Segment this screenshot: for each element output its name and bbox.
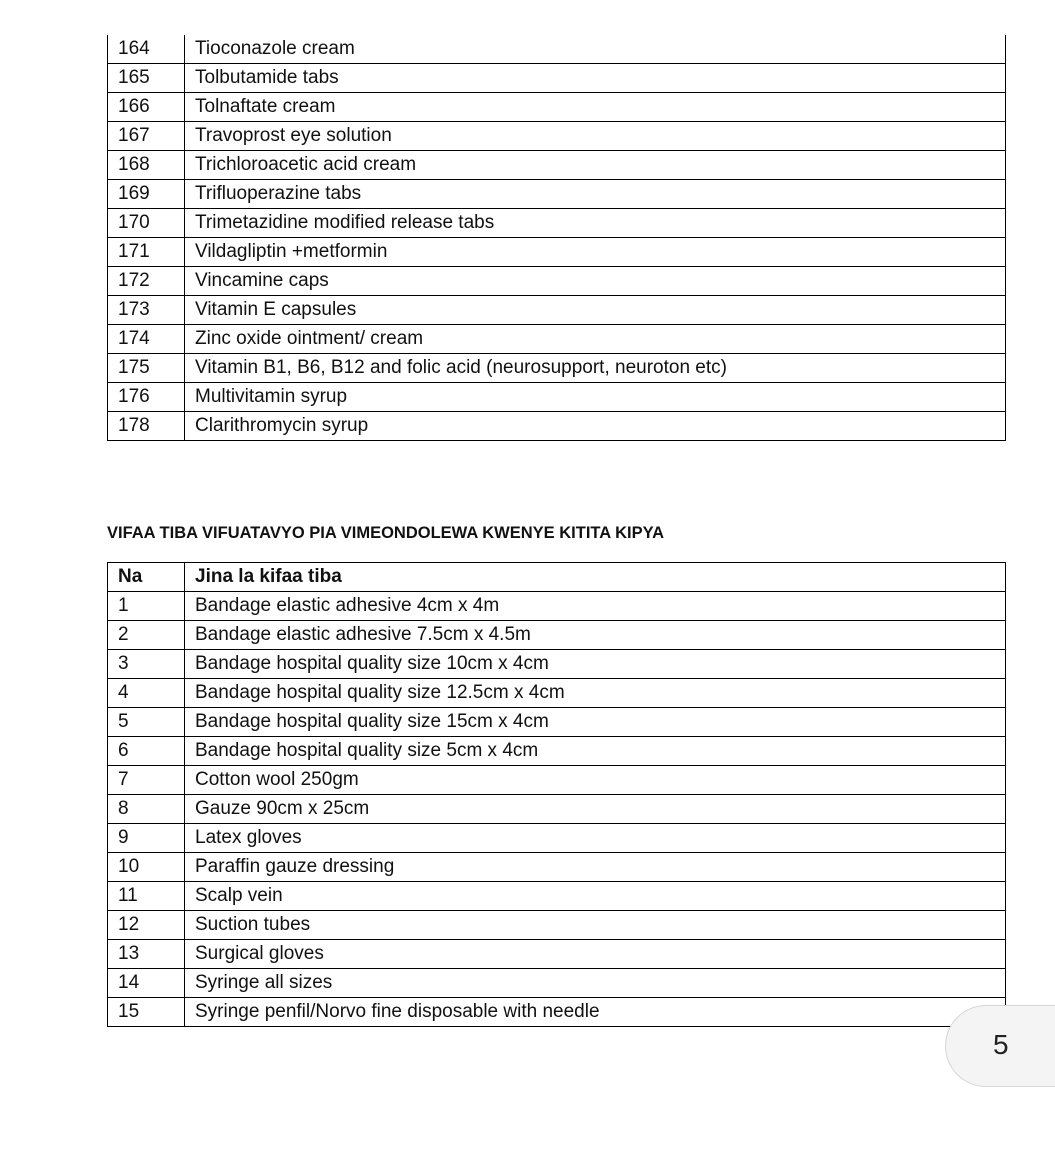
table-row	[108, 180, 1006, 209]
table-row	[108, 592, 1006, 621]
item-name: Tolbutamide tabs	[185, 64, 1006, 93]
table-header	[108, 563, 1006, 592]
item-name: Trichloroacetic acid cream	[185, 151, 1006, 180]
table-row	[108, 737, 1006, 766]
item-name: Paraffin gauze dressing	[185, 853, 1006, 882]
row-number: 176	[108, 383, 185, 412]
row-number: 168	[108, 151, 185, 180]
page-number-badge	[945, 1005, 1055, 1087]
table-row	[108, 354, 1006, 383]
table-row	[108, 708, 1006, 737]
header-row	[108, 563, 1006, 592]
section-heading: VIFAA TIBA VIFUATAVYO PIA VIMEONDOLEWA KWENYE KITITA KIPYA	[107, 524, 665, 542]
row-number: 1	[108, 592, 185, 621]
table-row	[108, 238, 1006, 267]
table-row	[108, 267, 1006, 296]
item-name: Suction tubes	[185, 911, 1006, 940]
row-number: 5	[108, 708, 185, 737]
item-name: Tolnaftate cream	[185, 93, 1006, 122]
table-row	[108, 824, 1006, 853]
table-row	[108, 325, 1006, 354]
row-number: 174	[108, 325, 185, 354]
table-row	[108, 93, 1006, 122]
item-name: Trifluoperazine tabs	[185, 180, 1006, 209]
row-number: 3	[108, 650, 185, 679]
item-name: Vitamin B1, B6, B12 and folic acid (neurosupport, neuroton etc)	[185, 354, 1006, 383]
row-number: 9	[108, 824, 185, 853]
table-row	[108, 209, 1006, 238]
row-number: 6	[108, 737, 185, 766]
page-number: 5	[993, 1029, 1009, 1060]
row-number: 4	[108, 679, 185, 708]
item-name: Syringe penfil/Norvo fine disposable with needle	[185, 998, 1006, 1027]
item-name: Cotton wool 250gm	[185, 766, 1006, 795]
item-name: Vildagliptin +metformin	[185, 238, 1006, 267]
item-name: Vincamine caps	[185, 267, 1006, 296]
item-name: Bandage hospital quality size 15cm x 4cm	[185, 708, 1006, 737]
row-number: 12	[108, 911, 185, 940]
item-name: Bandage hospital quality size 12.5cm x 4cm	[185, 679, 1006, 708]
item-name: Bandage elastic adhesive 4cm x 4m	[185, 592, 1006, 621]
item-name: Multivitamin syrup	[185, 383, 1006, 412]
medical-supplies-table	[107, 562, 1006, 1027]
table-row	[108, 621, 1006, 650]
row-number: 178	[108, 412, 185, 441]
row-number: 175	[108, 354, 185, 383]
row-number: 2	[108, 621, 185, 650]
table-row	[108, 64, 1006, 93]
table-row	[108, 650, 1006, 679]
item-name: Clarithromycin syrup	[185, 412, 1006, 441]
table-row	[108, 795, 1006, 824]
item-name: Bandage hospital quality size 10cm x 4cm	[185, 650, 1006, 679]
table-row	[108, 882, 1006, 911]
table-row	[108, 940, 1006, 969]
drugs-table	[107, 35, 1006, 441]
table-row	[108, 911, 1006, 940]
table-row	[108, 969, 1006, 998]
item-name: Gauze 90cm x 25cm	[185, 795, 1006, 824]
table-row	[108, 412, 1006, 441]
column-header-name: Jina la kifaa tiba	[185, 563, 1006, 592]
row-number: 13	[108, 940, 185, 969]
row-number: 11	[108, 882, 185, 911]
item-name: Vitamin E capsules	[185, 296, 1006, 325]
row-number: 173	[108, 296, 185, 325]
item-name: Bandage elastic adhesive 7.5cm x 4.5m	[185, 621, 1006, 650]
row-number: 171	[108, 238, 185, 267]
row-number: 7	[108, 766, 185, 795]
row-number: 166	[108, 93, 185, 122]
row-number: 167	[108, 122, 185, 151]
row-number: 10	[108, 853, 185, 882]
table-row	[108, 296, 1006, 325]
item-name: Tioconazole cream	[185, 35, 1006, 64]
column-header-number: Na	[108, 563, 185, 592]
item-name: Surgical gloves	[185, 940, 1006, 969]
table-row	[108, 151, 1006, 180]
table-row	[108, 679, 1006, 708]
row-number: 172	[108, 267, 185, 296]
table-row	[108, 383, 1006, 412]
item-name: Bandage hospital quality size 5cm x 4cm	[185, 737, 1006, 766]
table-row	[108, 35, 1006, 64]
item-name: Syringe all sizes	[185, 969, 1006, 998]
item-name: Scalp vein	[185, 882, 1006, 911]
table-row	[108, 122, 1006, 151]
item-name: Latex gloves	[185, 824, 1006, 853]
row-number: 164	[108, 35, 185, 64]
drugs-table-body	[108, 35, 1006, 441]
table-row	[108, 853, 1006, 882]
item-name: Travoprost eye solution	[185, 122, 1006, 151]
row-number: 170	[108, 209, 185, 238]
supplies-table-body	[108, 592, 1006, 1027]
item-name: Trimetazidine modified release tabs	[185, 209, 1006, 238]
table-row	[108, 766, 1006, 795]
row-number: 165	[108, 64, 185, 93]
table-row	[108, 998, 1006, 1027]
row-number: 8	[108, 795, 185, 824]
item-name: Zinc oxide ointment/ cream	[185, 325, 1006, 354]
row-number: 169	[108, 180, 185, 209]
row-number: 15	[108, 998, 185, 1027]
row-number: 14	[108, 969, 185, 998]
